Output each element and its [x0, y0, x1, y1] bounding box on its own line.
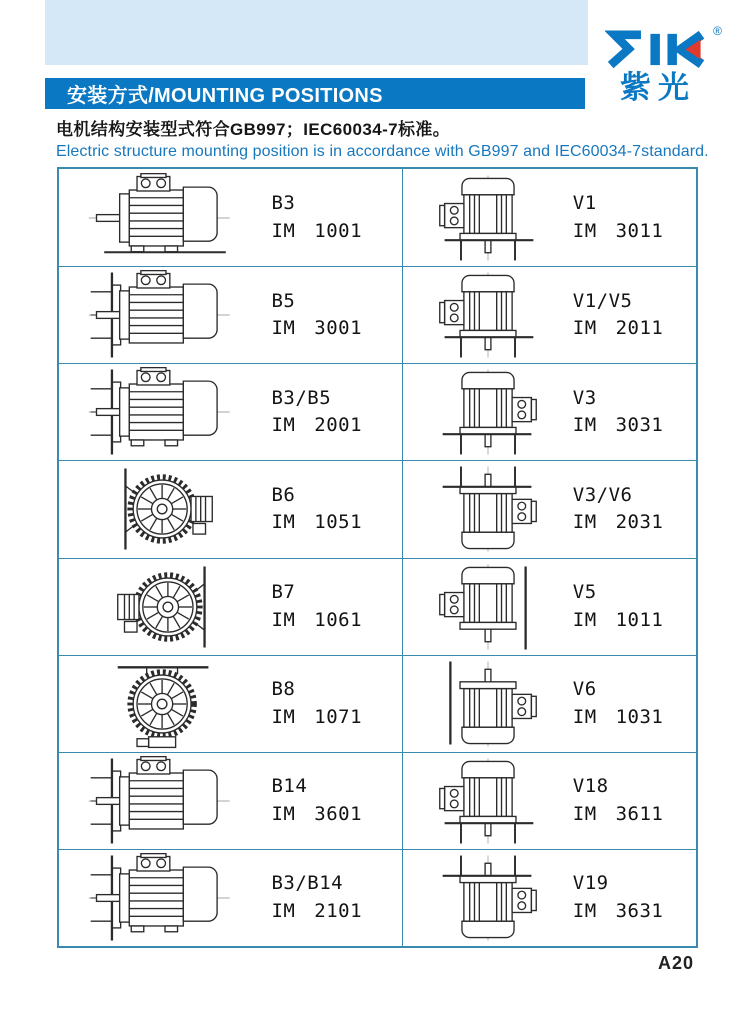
- motor-diagram-b6: [59, 464, 271, 554]
- motor-diagram-v3-v6: [403, 464, 573, 554]
- table-cell: [59, 460, 402, 557]
- motor-diagram-b14: [59, 756, 271, 846]
- mount-position-label: B5: [271, 289, 296, 312]
- mount-position-label: B6: [271, 483, 296, 506]
- table-cell: [59, 849, 402, 946]
- mount-position-label: V6: [572, 678, 597, 701]
- im-code-label: IM 1051: [271, 511, 363, 534]
- page-number: A20: [657, 953, 694, 973]
- mount-position-label: V19: [572, 872, 609, 895]
- im-code-label: IM 1061: [271, 608, 363, 631]
- mount-position-label: B8: [271, 678, 296, 701]
- im-code-label: IM 2011: [572, 317, 664, 340]
- table-cell: [59, 655, 402, 752]
- table-cell: [59, 266, 402, 363]
- motor-diagram-v5: [403, 562, 573, 652]
- standard-note-cn: 电机结构安装型式符合GB997；IEC60034-7标准。: [56, 120, 451, 139]
- motor-diagram-b3-b14: [59, 853, 271, 943]
- motor-diagram-v1: [403, 173, 573, 263]
- table-cell: [402, 558, 696, 655]
- table-cell: [402, 752, 696, 849]
- table-cell: [402, 849, 696, 946]
- im-code-label: IM 1071: [271, 705, 363, 728]
- im-code-label: IM 2031: [572, 511, 664, 534]
- motor-diagram-v19: [403, 853, 573, 943]
- mount-position-label: B14: [271, 775, 308, 798]
- section-title: 安装方式/MOUNTING POSITIONS: [67, 85, 383, 107]
- im-code-label: IM 3631: [572, 899, 664, 922]
- im-code-label: IM 1011: [572, 608, 664, 631]
- im-code-label: IM 2001: [271, 414, 363, 437]
- motor-diagram-b7: [59, 562, 271, 652]
- mount-position-label: B3/B5: [271, 386, 332, 409]
- standard-note-en: Electric structure mounting position is in accordance with GB997 and IEC60034-7standard.: [56, 143, 709, 160]
- im-code-label: IM 1001: [271, 219, 363, 242]
- mount-position-label: B3: [271, 192, 296, 215]
- mount-position-label: V1/V5: [572, 289, 633, 312]
- table-cell: [402, 363, 696, 460]
- motor-diagram-b5: [59, 270, 271, 360]
- motor-diagram-b8: [59, 659, 271, 749]
- table-cell: [59, 752, 402, 849]
- motor-diagram-b3-b5: [59, 367, 271, 457]
- table-cell: [402, 460, 696, 557]
- table-cell: [59, 363, 402, 460]
- im-code-label: IM 3011: [572, 219, 664, 242]
- table-cell: [402, 266, 696, 363]
- im-code-label: IM 3611: [572, 802, 664, 825]
- mount-position-label: B7: [271, 581, 296, 604]
- mount-position-label: V18: [572, 775, 609, 798]
- table-cell: [59, 169, 402, 266]
- brand-logo: [598, 24, 722, 105]
- table-cell: [402, 169, 696, 266]
- brand-chinese-name: 紫光: [620, 70, 696, 105]
- mount-position-label: V5: [572, 581, 597, 604]
- mounting-positions-table: [57, 167, 698, 948]
- registered-mark: ®: [713, 24, 722, 38]
- mount-position-label: B3/B14: [271, 872, 344, 895]
- im-code-label: IM 1031: [572, 705, 664, 728]
- motor-diagram-v1-v5: [403, 270, 573, 360]
- mount-position-label: V3: [572, 386, 597, 409]
- im-code-label: IM 2101: [271, 899, 363, 922]
- header-light-panel: [45, 0, 588, 65]
- im-code-label: IM 3001: [271, 317, 363, 340]
- motor-diagram-v18: [403, 756, 573, 846]
- mount-position-label: V1: [572, 192, 597, 215]
- motor-diagram-b3: [59, 173, 271, 263]
- section-title-bar: [45, 78, 585, 109]
- mount-position-label: V3/V6: [572, 483, 633, 506]
- motor-diagram-v6: [403, 659, 573, 749]
- table-cell: [59, 558, 402, 655]
- table-cell: [402, 655, 696, 752]
- im-code-label: IM 3031: [572, 414, 664, 437]
- ziki-logo-icon: [605, 28, 711, 70]
- im-code-label: IM 3601: [271, 802, 363, 825]
- motor-diagram-v3: [403, 367, 573, 457]
